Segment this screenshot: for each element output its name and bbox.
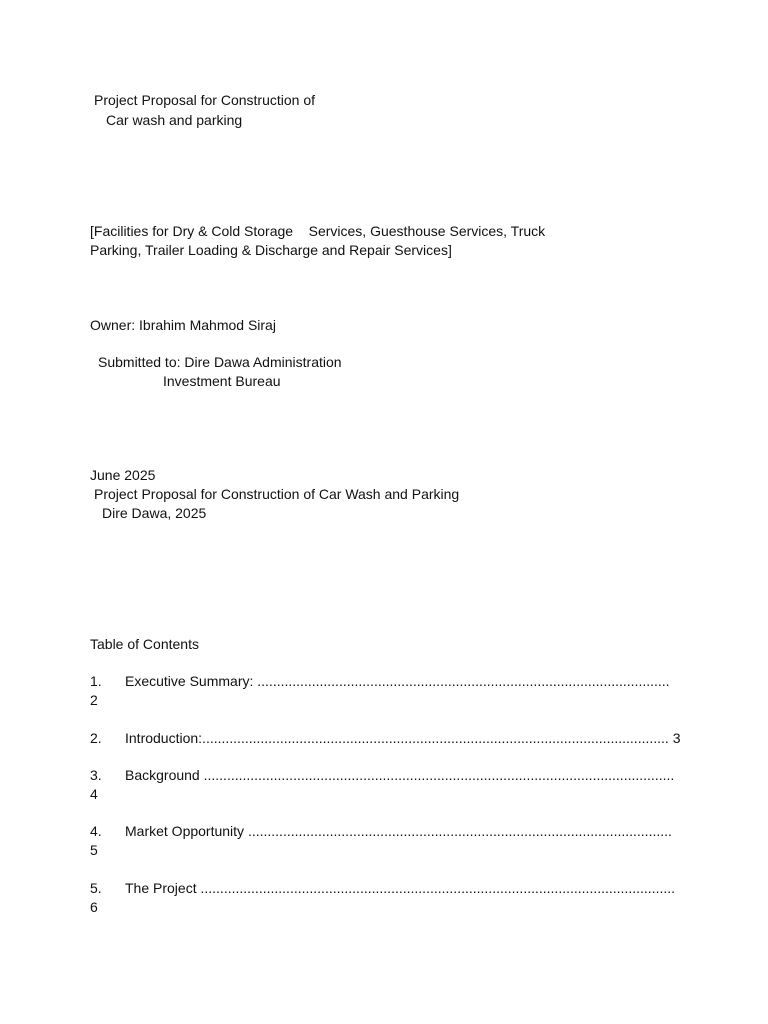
toc-item-number: 5. — [90, 880, 102, 896]
submitted-line-1: Submitted to: Dire Dawa Administration — [98, 354, 342, 370]
toc-item-number: 3. — [90, 767, 102, 783]
facilities-line-1: [Facilities for Dry & Cold Storage Services, Guesthouse Services, Truck — [90, 223, 546, 239]
submitted-line-2: Investment Bureau — [163, 373, 281, 389]
subtitle-line-2: Dire Dawa, 2025 — [102, 505, 207, 521]
owner-line: Owner: Ibrahim Mahmod Siraj — [90, 317, 276, 333]
toc-item-entry: Background ......................................................................................................................... — [125, 767, 675, 783]
toc-item-page: 5 — [90, 842, 98, 858]
proposal-date: June 2025 — [90, 467, 156, 483]
toc-item-page: 6 — [90, 899, 98, 915]
toc-item-entry: Introduction:........................................................................................................................ 3 — [125, 730, 681, 746]
cover-title-line-2: Car wash and parking — [106, 112, 243, 128]
facilities-line-2: Parking, Trailer Loading & Discharge and Repair Services] — [90, 242, 452, 258]
toc-item-page: 4 — [90, 786, 98, 802]
toc-item-number: 2. — [90, 730, 102, 746]
toc-item-number: 4. — [90, 823, 102, 839]
toc-heading: Table of Contents — [90, 636, 199, 652]
cover-title-line-1: Project Proposal for Construction of — [94, 92, 315, 108]
toc-item-entry: Executive Summary: .......................................................................................................... — [125, 673, 670, 689]
toc-item-number: 1. — [90, 673, 102, 689]
toc-item-page: 2 — [90, 692, 98, 708]
toc-item-entry: Market Opportunity ............................................................................................................. — [125, 823, 672, 839]
subtitle-line-1: Project Proposal for Construction of Car Wash and Parking — [94, 486, 460, 502]
toc-item-entry: The Project .......................................................................................................................... — [125, 880, 676, 896]
